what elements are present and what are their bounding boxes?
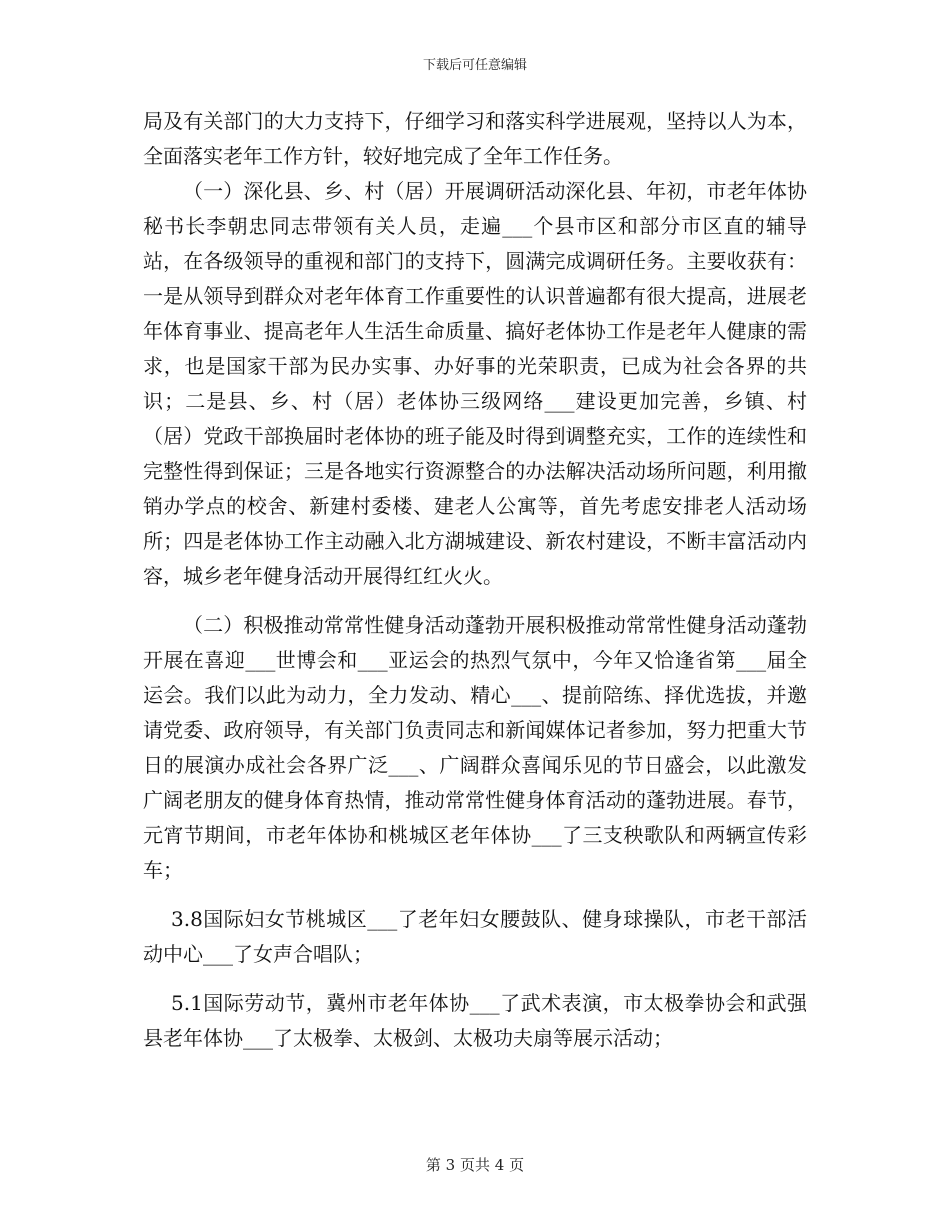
paragraph-4: 3.8国际妇女节桃城区___了老年妇女腰鼓队、健身球操队，市老干部活动中心___了女声合唱队； xyxy=(143,907,807,966)
document-body xyxy=(143,104,807,1056)
paragraph-2: （一）深化县、乡、村（居）开展调研活动深化县、年初，市老年体协秘书长李朝忠同志带领有关人员，走遍___个县市区和部分市区直的辅导站，在各级领导的重视和部门的支持下，圆满完成调研任务。主要收获有：一是从领导到群众对老年体育工作重要性的认识普遍都有很大提高，进展老年体育事业、提高老年人生活生命质量、搞好老体协工作是老年人健康的需求，也是国家干部为民办实事、办好事的光荣职责，已成为社会各界的共识；二是县、乡、村（居）老体协三级网络___建设更加完善，乡镇、村（居）党政干部换届时老体协的班子能及时得到调整充实，工作的连续性和完整性得到保证；三是各地实行资源整合的办法解决活动场所问题，利用撤销办学点的校舍、新建村委楼、建老人公寓等，首先考虑安排老人活动场所；四是老体协工作主动融入北方湖城建设、新农村建设，不断丰富活动内容，城乡老年健身活动开展得红红火火。 xyxy=(143,179,807,588)
page-header: 下载后可任意编辑 xyxy=(422,58,527,73)
paragraph-1: 局及有关部门的大力支持下，仔细学习和落实科学进展观，坚持以人为本，全面落实老年工作方针，较好地完成了全年工作任务。 xyxy=(143,109,807,168)
paragraph-5: 5.1国际劳动节，冀州市老年体协___了武术表演，市太极拳协会和武强县老年体协___了太极拳、太极剑、太极功夫扇等展示活动； xyxy=(143,991,807,1050)
page-footer: 第 3 页共 4 页 xyxy=(425,1156,525,1174)
paragraph-3: （二）积极推动常常性健身活动蓬勃开展积极推动常常性健身活动蓬勃开展在喜迎___世博会和___亚运会的热烈气氛中，今年又恰逢省第___届全运会。我们以此为动力，全力发动、精心___、提前陪练、择优选拔，并邀请党委、政府领导，有关部门负责同志和新闻媒体记者参加，努力把重大节日的展演办成社会各界广泛___、广阔群众喜闻乐见的节日盛会，以此激发广阔老朋友的健身体育热情，推动常常性健身体育活动的蓬勃进展。春节，元宵节期间，市老年体协和桃城区老年体协___了三支秧歌队和两辆宣传彩车； xyxy=(143,613,807,882)
